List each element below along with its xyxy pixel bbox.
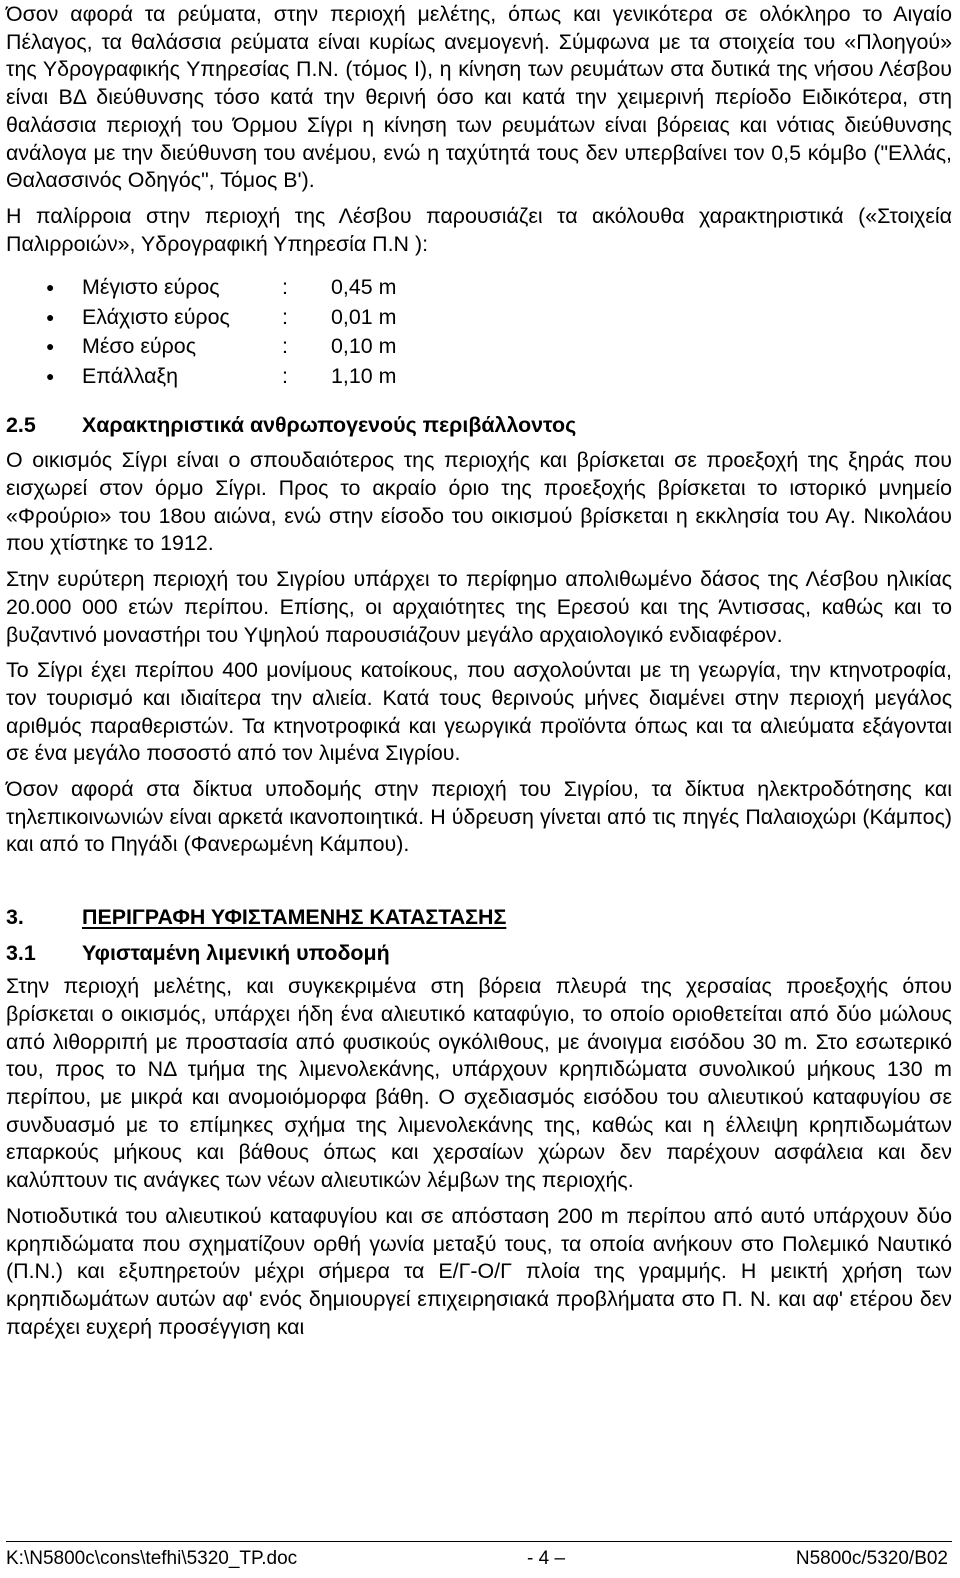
paragraph-tide-intro: Η παλίρροια στην περιοχή της Λέσβου παρουσιάζει τα ακόλουθα χαρακτηριστικά («Στοιχεία Παλιρροιών», Υδρογραφική Υπηρεσία Π.Ν ): (6, 203, 952, 256)
list-item (6, 303, 952, 333)
section-heading-2-5 (6, 411, 952, 439)
param-colon: : (282, 334, 288, 359)
param-name: Ελάχιστο εύρος (82, 304, 230, 329)
section-heading-3-1 (6, 939, 952, 967)
param-name: Επάλλαξη (82, 363, 178, 388)
bullet-icon: ● (46, 308, 55, 325)
param-value: 0,45 m (331, 275, 397, 300)
param-colon: : (282, 275, 288, 300)
paragraph-currents: Όσον αφορά τα ρεύματα, στην περιοχή μελέτης, όπως και γενικότερα σε ολόκληρο το Αιγαίο Πέλαγος, τα θαλάσσια ρεύματα είναι κυρίως ανεμογενή. Σύμφωνα με τα στοιχεία του «Πλοηγού» της Υδρογραφικής Υπηρεσίας Π.Ν. (τόμος Ι), η κίνηση των ρευμάτων στα δυτικά της νήσου Λέσβου είναι ΒΔ διεύθυνσης τόσο κατά την θερινή όσο και κατά την χειμερινή περίοδο Ειδικότερα, στη θαλάσσια περιοχή του Όρμου Σίγρι η κίνηση των ρευμάτων είναι βόρειας και νότιας διεύθυνσης ανάλογα με την διεύθυνση του ανέμου, ενώ η ταχύτητά τους δεν υπερβαίνει τον 0,5 κόμβο ("Ελλάς, Θαλασσινός Οδηγός", Τόμος Β'). (6, 2, 952, 193)
footer-document-code: N5800c/5320/B02 (795, 1548, 948, 1569)
param-name: Μέγιστο εύρος (82, 275, 220, 300)
list-item (6, 362, 952, 392)
section-number: 3. (6, 905, 24, 930)
list-item (6, 273, 952, 303)
section-title: Χαρακτηριστικά ανθρωπογενούς περιβάλλοντος (82, 413, 577, 438)
param-colon: : (282, 304, 288, 329)
paragraph-population: Το Σίγρι έχει περίπου 400 μονίμους κατοίκους, που ασχολούνται με τη γεωργία, την κτηνοτροφία, τον τουρισμό και ιδιαίτερα την αλιεία. Κατά τους θερινούς μήνες διαμένει στην περιοχή μεγάλος αριθμός παραθεριστών. Τα κτηνοτροφικά και γεωργικά προϊόντα όπως και τα αλιεύματα εξάγονται σε ένα μεγάλο ποσοστό από τον λιμένα Σιγρίου. (6, 658, 952, 766)
footer-file-path: K:\N5800c\cons\tefhi\5320_TP.doc (6, 1548, 298, 1569)
section-number: 2.5 (6, 413, 36, 438)
section-heading-3 (6, 903, 952, 931)
param-value: 1,10 m (331, 363, 397, 388)
footer-page-number: - 4 – (527, 1548, 566, 1569)
bullet-icon: ● (46, 338, 55, 355)
document-page (6, 0, 952, 1341)
paragraph-fishing-shelter: Στην περιοχή μελέτης, και συγκεκριμένα στη βόρεια πλευρά της χερσαίας προεξοχής όπου βρίσκεται ο οικισμός, υπάρχει ήδη ένα αλιευτικό καταφύγιο, το οποίο οριοθετείται από δύο μώλους από λιθορριπή με προστασία από φυσικούς ογκόλιθους, με άνοιγμα εισόδου 30 m. Στο εσωτερικό του, προς το ΝΔ τμήμα της λιμενολεκάνης, υπάρχουν κρηπιδώματα συνολικού μήκους 130 m περίπου, με μικρά και ανομοιόμορφα βάθη. Ο σχεδιασμός εισόδου του αλιευτικού καταφυγίου σε συνδυασμό με το επίμηκες σχήμα της λιμενολεκάνης της, καθώς και η έλλειψη κρηπιδωμάτων επαρκούς μήκους και βάθους όπως και χερσαίων χώρων δεν παρέχουν ασφάλεια και δεν καλύπτουν τις ανάγκες των νέων αλιευτικών λέμβων της περιοχής. (6, 974, 952, 1193)
param-colon: : (282, 363, 288, 388)
list-item (6, 332, 952, 362)
paragraph-infrastructure: Όσον αφορά στα δίκτυα υποδομής στην περιοχή του Σιγρίου, τα δίκτυα ηλεκτροδότησης και τηλεπικοινωνιών είναι αρκετά ικανοποιητικά. Η ύδρευση γίνεται από τις πηγές Παλαιοχώρι (Κάμπος) και από το Πηγάδι (Φανερωμένη Κάμπου). (6, 777, 952, 857)
bullet-icon: ● (46, 279, 55, 296)
paragraph-petrified-forest: Στην ευρύτερη περιοχή του Σιγρίου υπάρχει το περίφημο απολιθωμένο δάσος της Λέσβου ηλικίας 20.000 000 ετών περίπου. Επίσης, οι αρχαιότητες της Ερεσού και της Άντισσας, καθώς και το βυζαντινό μοναστήρι του Υψηλού παρουσιάζουν μεγάλο αρχαιολογικό ενδιαφέρον. (6, 567, 952, 647)
section-title: ΠΕΡΙΓΡΑΦΗ ΥΦΙΣΤΑΜΕΝΗΣ ΚΑΤΑΣΤΑΣΗΣ (82, 905, 507, 930)
section-number: 3.1 (6, 941, 36, 966)
tide-parameters-list (6, 273, 952, 391)
bullet-icon: ● (46, 367, 55, 384)
param-name: Μέσο εύρος (82, 334, 197, 359)
param-value: 0,01 m (331, 304, 397, 329)
param-value: 0,10 m (331, 334, 397, 359)
paragraph-navy-quays: Νοτιοδυτικά του αλιευτικού καταφυγίου και σε απόσταση 200 m περίπου από αυτό υπάρχουν δύο κρηπιδώματα που σχηματίζουν ορθή γωνία μεταξύ τους, τα οποία ανήκουν στο Πολεμικό Ναυτικό (Π.Ν.) και εξυπηρετούν μέχρι σήμερα τα Ε/Γ-Ο/Γ πλοία της γραμμής. Η μεικτή χρήση των κρηπιδωμάτων αυτών αφ' ενός δημιουργεί επιχειρησιακά προβλήματα στο Π. Ν. και αφ' ετέρου δεν παρέχει ευχερή προσέγγιση και (6, 1203, 952, 1339)
page-footer (6, 1541, 952, 1572)
paragraph-settlement: Ο οικισμός Σίγρι είναι ο σπουδαιότερος της περιοχής και βρίσκεται σε προεξοχή της ξηράς που εισχωρεί στον όρμο Σίγρι. Προς το ακραίο όριο της προεξοχής βρίσκεται το ιστορικό μνημείο «Φρούριο» του 18ου αιώνα, ενώ στην είσοδο του οικισμού βρίσκεται η εκκλησία του Αγ. Νικολάου που χτίστηκε το 1912. (6, 448, 952, 556)
section-title: Υφισταμένη λιμενική υποδομή (82, 941, 390, 966)
